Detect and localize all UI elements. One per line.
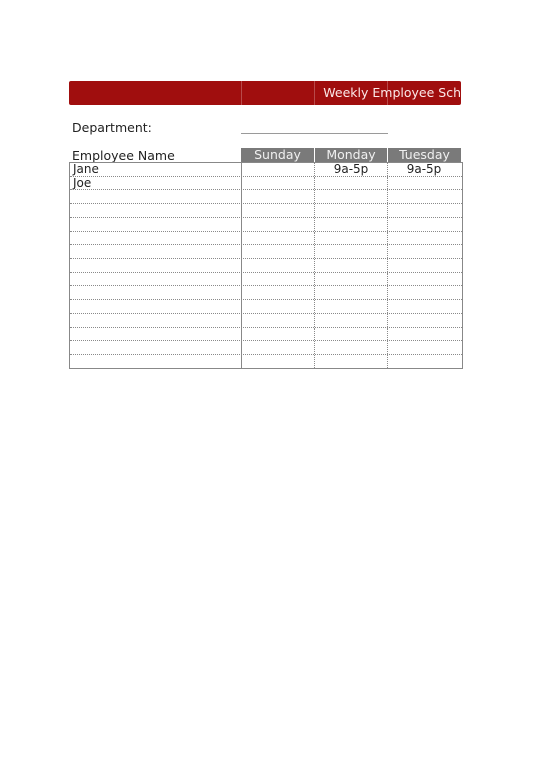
shift-cell[interactable] [242,163,315,176]
shift-cell[interactable] [315,328,388,341]
shift-cell[interactable] [388,232,460,245]
employee-name-cell[interactable] [70,273,242,286]
employee-name-cell[interactable] [70,328,242,341]
shift-cell[interactable] [242,328,315,341]
shift-cell[interactable] [388,355,460,368]
shift-cell[interactable] [242,232,315,245]
shift-cell[interactable] [388,341,460,354]
shift-cell[interactable]: 9a-5p [406,162,442,176]
table-header-row [69,148,461,162]
employee-name-cell[interactable] [70,204,242,217]
banner-divider [314,81,315,105]
table-row [70,162,462,176]
schedule-table [69,147,461,190]
day-header-sunday: Sunday [241,148,314,162]
shift-cell[interactable] [242,355,315,368]
employee-name-cell[interactable] [70,245,242,258]
employee-name-cell[interactable] [70,341,242,354]
shift-cell[interactable] [315,190,388,203]
employee-name-header: Employee Name [72,148,175,163]
table-row [70,285,462,299]
shift-cell[interactable] [242,190,315,203]
table-row [70,217,462,231]
table-row [70,272,462,286]
shift-cell[interactable] [388,218,460,231]
shift-cell[interactable] [388,314,460,327]
shift-cell[interactable] [315,286,388,299]
employee-name-cell[interactable] [70,355,242,368]
title-banner [69,81,461,105]
table-row [70,258,462,272]
shift-cell[interactable]: 9a-5p [315,163,388,176]
employee-name-cell[interactable] [70,314,242,327]
employee-name-cell[interactable]: Joe [70,177,242,190]
employee-name-cell[interactable] [70,232,242,245]
shift-cell[interactable] [242,300,315,313]
table-row [70,340,462,354]
employee-name-cell[interactable] [70,259,242,272]
shift-cell[interactable] [388,245,460,258]
schedule-title: Weekly Employee Sch [323,85,461,100]
table-row [70,176,462,190]
shift-cell[interactable] [242,314,315,327]
table-row [70,231,462,245]
shift-cell[interactable] [315,232,388,245]
shift-cell[interactable] [388,300,460,313]
shift-cell[interactable] [242,218,315,231]
table-row [70,189,462,203]
shift-cell[interactable] [242,245,315,258]
shift-cell[interactable] [388,177,460,190]
table-row [70,354,462,368]
table-row [70,244,462,258]
shift-cell[interactable] [242,341,315,354]
day-header-tuesday: Tuesday [388,148,461,162]
day-header-monday: Monday [315,148,387,162]
shift-cell[interactable] [242,204,315,217]
table-row [70,313,462,327]
shift-cell[interactable] [242,177,315,190]
shift-cell[interactable] [315,177,388,190]
banner-divider [241,81,242,105]
table-row [70,203,462,217]
department-label: Department: [72,120,152,135]
shift-cell[interactable] [388,273,460,286]
shift-cell[interactable] [388,259,460,272]
employee-name-cell[interactable] [70,218,242,231]
shift-cell[interactable] [315,300,388,313]
table-row [70,299,462,313]
employee-name-cell[interactable] [70,286,242,299]
shift-cell[interactable] [315,314,388,327]
shift-cell[interactable] [388,204,460,217]
employee-name-cell[interactable] [70,190,242,203]
shift-cell[interactable] [388,328,460,341]
shift-cell[interactable] [242,259,315,272]
shift-cell[interactable] [315,245,388,258]
shift-cell[interactable] [242,286,315,299]
shift-cell[interactable] [315,259,388,272]
shift-cell[interactable] [242,273,315,286]
employee-name-cell[interactable] [70,300,242,313]
shift-cell[interactable] [388,190,460,203]
shift-cell[interactable] [315,204,388,217]
schedule-grid [69,162,463,369]
table-row [70,327,462,341]
shift-cell[interactable] [388,286,460,299]
shift-cell[interactable] [315,355,388,368]
shift-cell[interactable] [315,218,388,231]
shift-cell[interactable] [315,341,388,354]
shift-cell[interactable] [315,273,388,286]
employee-name-cell[interactable]: Jane [70,163,242,176]
department-field[interactable] [241,133,388,134]
